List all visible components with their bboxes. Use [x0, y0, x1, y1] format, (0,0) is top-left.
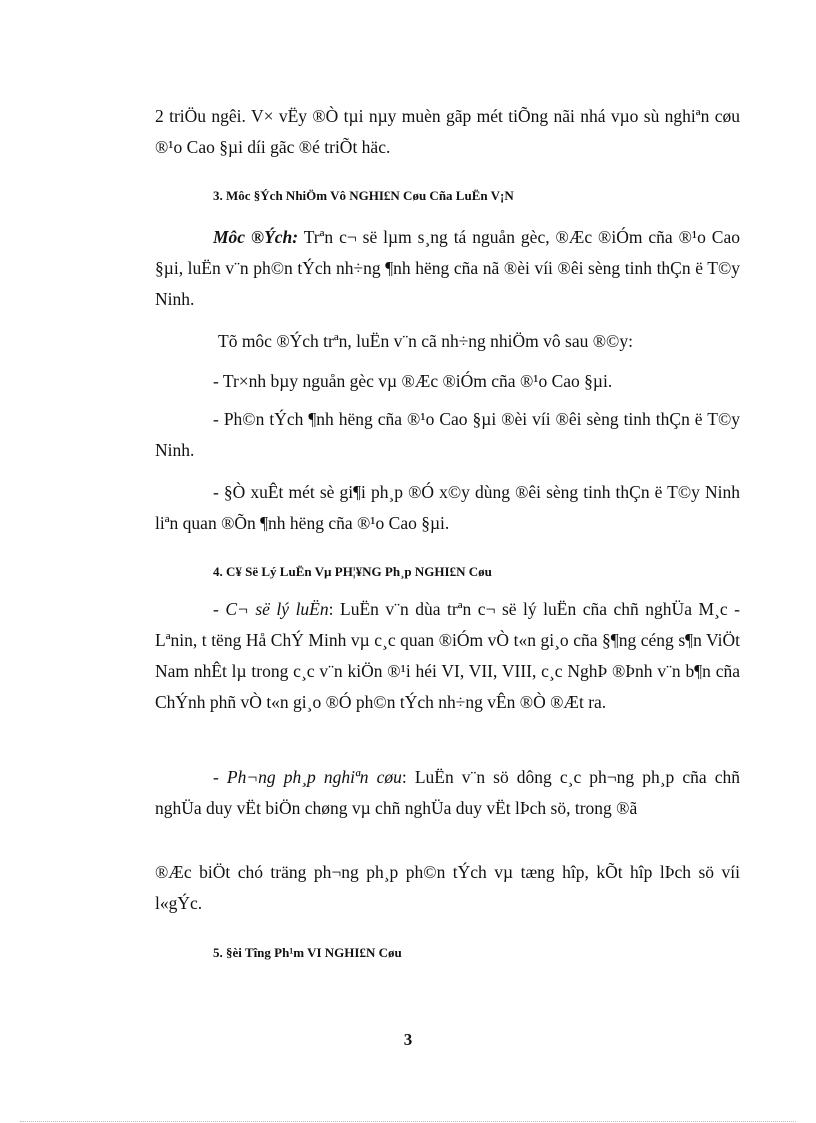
purpose-text: Trªn c¬ së lµm s¸ng tá nguån gèc, ®Æc ®iÓm cña ®¹o Cao §µi, luËn v¨n ph©n tÝch nh÷ng ¶nh hëng cña nã ®èi víi ®êi sèng tinh thÇn ë T©y Ninh. — [155, 227, 740, 309]
heading-section-4: 4. C¥ Së Lý LuËn Vµ PH¦¥NG Ph¸p NGHI£N Cøu — [213, 564, 492, 579]
heading-section-5: 5. §èi Tîng Ph¹m VI NGHI£N Cøu — [213, 945, 402, 960]
purpose-label: Môc ®Ých: — [213, 227, 299, 247]
heading-section-3: 3. Môc §Ých NhiÖm Vô NGHI£N Cøu Cña LuËn V¡N — [213, 188, 514, 203]
paragraph-tasks-intro: Tõ môc ®Ých trªn, luËn v¨n cã nh÷ng nhiÖm vô sau ®©y: — [218, 331, 633, 351]
research-methods-label: - Ph¬ng ph¸p nghiªn cøu — [213, 767, 402, 787]
list-item-task-1: - Tr×nh bµy nguån gèc vµ ®Æc ®iÓm cña ®¹o Cao §µi. — [213, 371, 613, 391]
list-item-task-3: - §Ò xuÊt mét sè gi¶i ph¸p ®Ó x©y dùng ®êi sèng tinh thÇn ë T©y Ninh liªn quan ®Õn ¶nh hëng cña ®¹o Cao §µi. — [155, 482, 740, 533]
list-item-task-2: - Ph©n tÝch ¶nh hëng cña ®¹o Cao §µi ®èi víi ®êi sèng tinh thÇn ë T©y Ninh. — [155, 409, 740, 460]
research-methods-text: : LuËn v¨n sö dông c¸c ph¬ng ph¸p cña chñ nghÜa duy vËt biÖn chøng vµ chñ nghÜa duy vËt lÞch sö, trong ®ã — [155, 767, 740, 818]
paragraph-purpose — [155, 222, 740, 315]
page-number: 3 — [403, 1030, 413, 1049]
paragraph-theoretical-basis — [155, 594, 740, 718]
paragraph-methods-continued: ®Æc biÖt chó träng ph¬ng ph¸p ph©n tÝch vµ tæng hîp, kÕt hîp lÞch sö víi l«gÝc. — [155, 862, 740, 913]
theoretical-basis-label: - C¬ së lý luËn — [213, 599, 329, 619]
theoretical-basis-text: : LuËn v¨n dùa trªn c¬ së lý luËn cña chñ nghÜa M¸c - Lªnin, t tëng Hå ChÝ Minh vµ c¸c quan ®iÓm vÒ t«n gi¸o cña §¶ng céng s¶n ViÖt Nam nhÊt lµ trong c¸c v¨n kiÖn ®¹i héi VI, VII, VIII, c¸c NghÞ ®Þnh v¨n b¶n cña ChÝnh phñ vÒ t«n gi¸o ®Ó ph©n tÝch nh÷ng vÊn ®Ò ®Æt ra. — [155, 599, 740, 712]
paragraph-intro-end: 2 triÖu ngêi. V× vËy ®Ò tµi nµy muèn gãp mét tiÕng nãi nhá vµo sù nghiªn cøu ®¹o Cao §µi díi gãc ®é triÕt häc. — [155, 106, 740, 157]
paragraph-research-methods — [155, 762, 740, 824]
page-bottom-divider — [20, 1121, 796, 1122]
